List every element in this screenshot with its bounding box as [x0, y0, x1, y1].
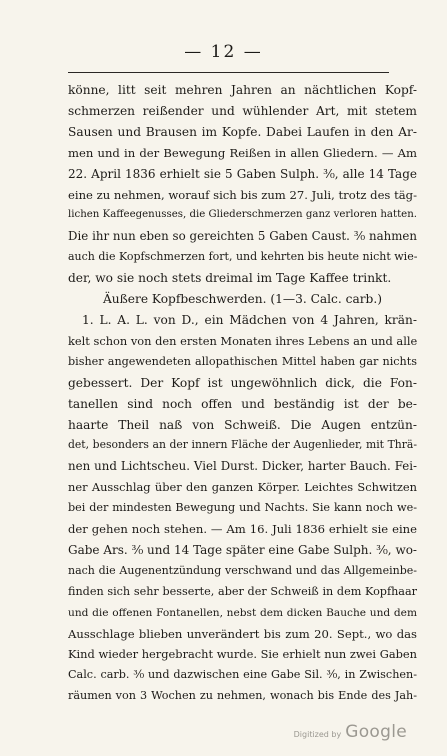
text-line: könne, litt seit mehren Jahren an nächtlichen Kopf- — [68, 83, 417, 97]
text-line: Sausen und Brausen im Kopfe. Dabei Laufen in den Ar- — [68, 124, 417, 139]
text-line: räumen von 3 Wochen zu nehmen, wonach bis Ende des Jah- — [68, 689, 417, 703]
text-line: Calc. carb. ³⁄₀ und dazwischen eine Gabe Sil. ³⁄₀, in Zwischen- — [68, 668, 417, 682]
text-line: auch die Kopfschmerzen fort, und kehrten bis heute nicht wie- — [68, 250, 417, 264]
header-rule — [68, 72, 389, 73]
text-line: lichen Kaffeegenusses, die Gliederschmerzen ganz verloren hatten. — [68, 209, 417, 221]
body-text — [68, 80, 417, 707]
text-line: haarte Theil naß von Schweiß. Die Augen entzün- — [68, 417, 417, 432]
text-line: nen und Lichtscheu. Viel Durst. Dicker, harter Bauch. Fei- — [68, 459, 417, 474]
text-line: schmerzen reißender und wühlender Art, mit stetem — [68, 103, 417, 118]
text-line: 1. L. A. L. von D., ein Mädchen von 4 Jahren, krän- — [82, 312, 417, 327]
text-line: Ausschlage blieben unverändert bis zum 20. Sept., wo das — [68, 626, 417, 641]
text-line: eine zu nehmen, worauf sich bis zum 27. Juli, trotz des täg- — [68, 187, 417, 202]
text-line: finden sich sehr besserte, aber der Schweiß in dem Kopfhaar — [68, 584, 417, 598]
text-line: der gehen noch stehen. — Am 16. Juli 1836 erhielt sie eine — [68, 522, 417, 537]
text-line: Kind wieder hergebracht wurde. Sie erhielt nun zwei Gaben — [68, 647, 417, 662]
text-line: kelt schon von den ersten Monaten ihres Lebens an und alle — [68, 333, 417, 348]
text-line: det, besonders an der innern Fläche der Augenlieder, mit Thrä- — [68, 438, 417, 452]
text-line: der, wo sie noch stets dreimal im Tage Kaffee trinkt. — [68, 271, 392, 286]
text-line: tanellen sind noch offen und beständig ist der be- — [68, 396, 417, 411]
page-number: — 12 — — [184, 42, 263, 62]
text-line: gebessert. Der Kopf ist ungewöhnlich dick, die Fon- — [68, 375, 417, 390]
text-line: nach die Augenentzündung verschwand und das Allgemeinbe- — [68, 563, 417, 577]
watermark-digitized-label: Digitized by — [293, 730, 342, 739]
text-line: und die offenen Fontanellen, nebst dem dicken Bauche und dem — [68, 606, 417, 619]
text-line: men und in der Bewegung Reißen in allen Gliedern. — Am — [68, 145, 417, 160]
text-line: Gabe Ars. ³⁄₀ und 14 Tage später eine Gabe Sulph. ³⁄₀, wo- — [68, 542, 417, 557]
text-line: ner Ausschlag über den ganzen Körper. Leichtes Schwitzen — [68, 480, 417, 495]
text-line: 22. April 1836 erhielt sie 5 Gaben Sulph. ³⁄₀, alle 14 Tage — [68, 166, 417, 181]
text-line: Die ihr nun eben so gereichten 5 Gaben Caust. ³⁄₀ nahmen — [68, 229, 417, 244]
text-line: bei der mindesten Bewegung und Nachts. Sie kann noch we- — [68, 501, 417, 515]
text-line: bisher angewendeten allopathischen Mittel haben gar nichts — [68, 354, 417, 368]
digitized-by-google-watermark — [294, 722, 407, 742]
section-heading: Äußere Kopfbeschwerden. (1—3. Calc. carb.) — [103, 292, 382, 307]
google-logo: Google — [345, 722, 407, 742]
